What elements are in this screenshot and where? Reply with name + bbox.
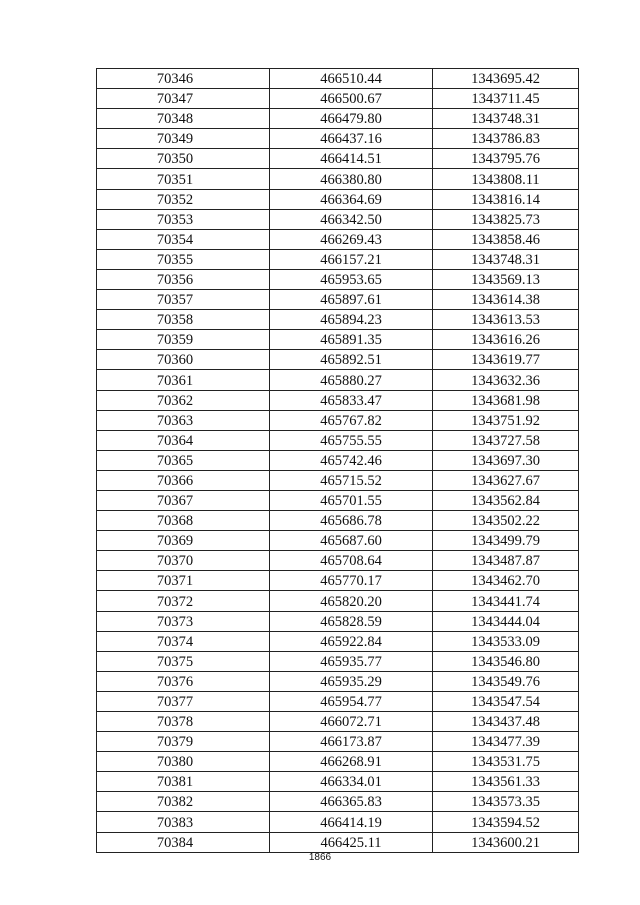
x-coordinate-cell: 465935.29 xyxy=(270,671,433,691)
y-coordinate-cell: 1343614.38 xyxy=(433,290,579,310)
y-coordinate-cell: 1343600.21 xyxy=(433,832,579,852)
y-coordinate-cell: 1343613.53 xyxy=(433,310,579,330)
table-row xyxy=(97,269,579,289)
x-coordinate-cell: 465742.46 xyxy=(270,450,433,470)
y-coordinate-cell: 1343547.54 xyxy=(433,691,579,711)
x-coordinate-cell: 465767.82 xyxy=(270,410,433,430)
x-coordinate-cell: 465828.59 xyxy=(270,611,433,631)
y-coordinate-cell: 1343569.13 xyxy=(433,269,579,289)
table-row xyxy=(97,189,579,209)
x-coordinate-cell: 466510.44 xyxy=(270,69,433,89)
point-id-cell: 70360 xyxy=(97,350,270,370)
x-coordinate-cell: 465922.84 xyxy=(270,631,433,651)
x-coordinate-cell: 466414.51 xyxy=(270,149,433,169)
table-row xyxy=(97,290,579,310)
y-coordinate-cell: 1343502.22 xyxy=(433,511,579,531)
point-id-cell: 70371 xyxy=(97,571,270,591)
x-coordinate-cell: 466414.19 xyxy=(270,812,433,832)
y-coordinate-cell: 1343616.26 xyxy=(433,330,579,350)
table-row xyxy=(97,89,579,109)
x-coordinate-cell: 466269.43 xyxy=(270,229,433,249)
y-coordinate-cell: 1343816.14 xyxy=(433,189,579,209)
point-id-cell: 70350 xyxy=(97,149,270,169)
y-coordinate-cell: 1343444.04 xyxy=(433,611,579,631)
y-coordinate-cell: 1343561.33 xyxy=(433,772,579,792)
point-id-cell: 70380 xyxy=(97,752,270,772)
y-coordinate-cell: 1343825.73 xyxy=(433,209,579,229)
point-id-cell: 70348 xyxy=(97,109,270,129)
point-id-cell: 70372 xyxy=(97,591,270,611)
coordinates-table-body xyxy=(97,69,579,853)
x-coordinate-cell: 465880.27 xyxy=(270,370,433,390)
table-row xyxy=(97,490,579,510)
x-coordinate-cell: 465687.60 xyxy=(270,531,433,551)
point-id-cell: 70357 xyxy=(97,290,270,310)
y-coordinate-cell: 1343727.58 xyxy=(433,430,579,450)
table-row xyxy=(97,209,579,229)
table-row xyxy=(97,69,579,89)
y-coordinate-cell: 1343748.31 xyxy=(433,249,579,269)
x-coordinate-cell: 466342.50 xyxy=(270,209,433,229)
x-coordinate-cell: 466157.21 xyxy=(270,249,433,269)
y-coordinate-cell: 1343858.46 xyxy=(433,229,579,249)
y-coordinate-cell: 1343695.42 xyxy=(433,69,579,89)
table-row xyxy=(97,712,579,732)
table-row xyxy=(97,732,579,752)
x-coordinate-cell: 465701.55 xyxy=(270,490,433,510)
y-coordinate-cell: 1343499.79 xyxy=(433,531,579,551)
point-id-cell: 70362 xyxy=(97,390,270,410)
point-id-cell: 70382 xyxy=(97,792,270,812)
point-id-cell: 70356 xyxy=(97,269,270,289)
x-coordinate-cell: 465953.65 xyxy=(270,269,433,289)
y-coordinate-cell: 1343441.74 xyxy=(433,591,579,611)
table-row xyxy=(97,310,579,330)
point-id-cell: 70368 xyxy=(97,511,270,531)
point-id-cell: 70353 xyxy=(97,209,270,229)
x-coordinate-cell: 465954.77 xyxy=(270,691,433,711)
x-coordinate-cell: 465820.20 xyxy=(270,591,433,611)
table-row xyxy=(97,370,579,390)
point-id-cell: 70366 xyxy=(97,470,270,490)
y-coordinate-cell: 1343808.11 xyxy=(433,169,579,189)
point-id-cell: 70352 xyxy=(97,189,270,209)
y-coordinate-cell: 1343795.76 xyxy=(433,149,579,169)
table-row xyxy=(97,832,579,852)
point-id-cell: 70365 xyxy=(97,450,270,470)
x-coordinate-cell: 466072.71 xyxy=(270,712,433,732)
table-row xyxy=(97,249,579,269)
x-coordinate-cell: 466173.87 xyxy=(270,732,433,752)
point-id-cell: 70363 xyxy=(97,410,270,430)
table-row xyxy=(97,591,579,611)
point-id-cell: 70367 xyxy=(97,490,270,510)
table-row xyxy=(97,531,579,551)
point-id-cell: 70361 xyxy=(97,370,270,390)
y-coordinate-cell: 1343627.67 xyxy=(433,470,579,490)
point-id-cell: 70369 xyxy=(97,531,270,551)
x-coordinate-cell: 466364.69 xyxy=(270,189,433,209)
y-coordinate-cell: 1343477.39 xyxy=(433,732,579,752)
table-row xyxy=(97,169,579,189)
y-coordinate-cell: 1343546.80 xyxy=(433,651,579,671)
coordinates-table xyxy=(96,68,579,853)
y-coordinate-cell: 1343751.92 xyxy=(433,410,579,430)
y-coordinate-cell: 1343462.70 xyxy=(433,571,579,591)
point-id-cell: 70377 xyxy=(97,691,270,711)
table-row xyxy=(97,109,579,129)
x-coordinate-cell: 466268.91 xyxy=(270,752,433,772)
point-id-cell: 70376 xyxy=(97,671,270,691)
x-coordinate-cell: 465708.64 xyxy=(270,551,433,571)
table-row xyxy=(97,470,579,490)
y-coordinate-cell: 1343562.84 xyxy=(433,490,579,510)
point-id-cell: 70381 xyxy=(97,772,270,792)
point-id-cell: 70374 xyxy=(97,631,270,651)
point-id-cell: 70375 xyxy=(97,651,270,671)
y-coordinate-cell: 1343786.83 xyxy=(433,129,579,149)
point-id-cell: 70347 xyxy=(97,89,270,109)
table-row xyxy=(97,390,579,410)
point-id-cell: 70359 xyxy=(97,330,270,350)
y-coordinate-cell: 1343437.48 xyxy=(433,712,579,732)
x-coordinate-cell: 465935.77 xyxy=(270,651,433,671)
y-coordinate-cell: 1343573.35 xyxy=(433,792,579,812)
point-id-cell: 70346 xyxy=(97,69,270,89)
y-coordinate-cell: 1343681.98 xyxy=(433,390,579,410)
table-row xyxy=(97,571,579,591)
y-coordinate-cell: 1343594.52 xyxy=(433,812,579,832)
table-row xyxy=(97,149,579,169)
x-coordinate-cell: 465891.35 xyxy=(270,330,433,350)
y-coordinate-cell: 1343531.75 xyxy=(433,752,579,772)
x-coordinate-cell: 465686.78 xyxy=(270,511,433,531)
y-coordinate-cell: 1343748.31 xyxy=(433,109,579,129)
table-row xyxy=(97,631,579,651)
point-id-cell: 70354 xyxy=(97,229,270,249)
table-row xyxy=(97,330,579,350)
table-row xyxy=(97,671,579,691)
table-row xyxy=(97,551,579,571)
x-coordinate-cell: 465897.61 xyxy=(270,290,433,310)
table-row xyxy=(97,611,579,631)
point-id-cell: 70349 xyxy=(97,129,270,149)
x-coordinate-cell: 465770.17 xyxy=(270,571,433,591)
point-id-cell: 70383 xyxy=(97,812,270,832)
y-coordinate-cell: 1343697.30 xyxy=(433,450,579,470)
table-row xyxy=(97,511,579,531)
point-id-cell: 70370 xyxy=(97,551,270,571)
point-id-cell: 70355 xyxy=(97,249,270,269)
table-row xyxy=(97,691,579,711)
x-coordinate-cell: 465892.51 xyxy=(270,350,433,370)
table-row xyxy=(97,792,579,812)
x-coordinate-cell: 465894.23 xyxy=(270,310,433,330)
x-coordinate-cell: 465715.52 xyxy=(270,470,433,490)
x-coordinate-cell: 466380.80 xyxy=(270,169,433,189)
table-row xyxy=(97,772,579,792)
y-coordinate-cell: 1343632.36 xyxy=(433,370,579,390)
x-coordinate-cell: 465833.47 xyxy=(270,390,433,410)
point-id-cell: 70358 xyxy=(97,310,270,330)
table-row xyxy=(97,752,579,772)
table-row xyxy=(97,229,579,249)
table-row xyxy=(97,410,579,430)
point-id-cell: 70373 xyxy=(97,611,270,631)
x-coordinate-cell: 466479.80 xyxy=(270,109,433,129)
table-row xyxy=(97,129,579,149)
point-id-cell: 70384 xyxy=(97,832,270,852)
table-row xyxy=(97,812,579,832)
x-coordinate-cell: 466437.16 xyxy=(270,129,433,149)
point-id-cell: 70364 xyxy=(97,430,270,450)
x-coordinate-cell: 466425.11 xyxy=(270,832,433,852)
point-id-cell: 70378 xyxy=(97,712,270,732)
y-coordinate-cell: 1343711.45 xyxy=(433,89,579,109)
x-coordinate-cell: 465755.55 xyxy=(270,430,433,450)
y-coordinate-cell: 1343619.77 xyxy=(433,350,579,370)
table-row xyxy=(97,430,579,450)
table-row xyxy=(97,651,579,671)
table-row xyxy=(97,450,579,470)
point-id-cell: 70351 xyxy=(97,169,270,189)
page-number: 1866 xyxy=(308,852,332,863)
point-id-cell: 70379 xyxy=(97,732,270,752)
y-coordinate-cell: 1343533.09 xyxy=(433,631,579,651)
x-coordinate-cell: 466365.83 xyxy=(270,792,433,812)
x-coordinate-cell: 466500.67 xyxy=(270,89,433,109)
x-coordinate-cell: 466334.01 xyxy=(270,772,433,792)
y-coordinate-cell: 1343487.87 xyxy=(433,551,579,571)
y-coordinate-cell: 1343549.76 xyxy=(433,671,579,691)
table-row xyxy=(97,350,579,370)
